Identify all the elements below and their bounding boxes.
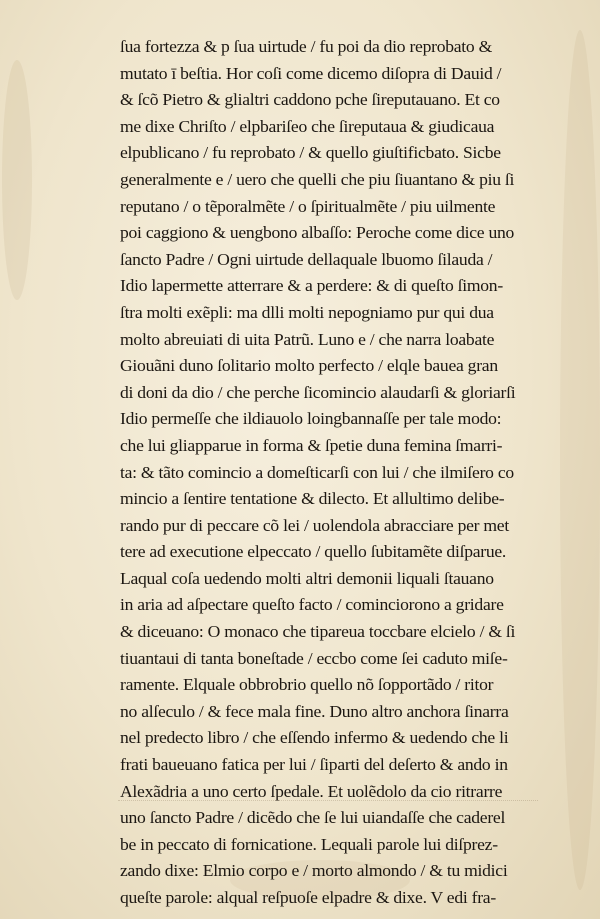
text-line: me dixe Chriſto / elpbariſeo che ſireputaua & giudicaua <box>120 116 495 136</box>
text-line: poi caggiono & uengbono albaſſo: Peroche come dice uno <box>120 223 515 243</box>
text-line: che lui gliapparue in forma & ſpetie duna femina ſmarri- <box>120 435 503 455</box>
text-line: mutato ī beſtia. Hor coſi come dicemo diſopra di Dauid / <box>120 63 502 83</box>
text-line: ta: & tãto comincio a domeſticarſi con lui / che ilmiſero co <box>120 462 514 482</box>
text-line: & ſcõ Pietro & glialtri caddono pche ſireputauano. Et co <box>120 90 500 110</box>
text-line: Idio permeſſe che ildiauolo loingbannaſſe per tale modo: <box>120 409 502 429</box>
text-line: uno ſancto Padre / dicẽdo che ſe lui uiandaſſe che caderel <box>120 808 506 828</box>
text-line: zando dixe: Elmio corpo e / morto almondo / & tu midici <box>120 861 508 881</box>
paper-stain <box>2 60 32 300</box>
text-line: Laqual coſa uedendo molti altri demonii liquali ſtauano <box>120 568 494 588</box>
text-line: ſancto Padre / Ogni uirtude dellaquale lbuomo ſilauda / <box>120 249 493 269</box>
text-line: in aria ad aſpectare queſto facto / cominciorono a gridare <box>120 595 504 615</box>
text-line: nel predecto libro / che eſſendo infermo & uedendo che li <box>120 728 509 748</box>
text-line: rando pur di peccare cõ lei / uolendola abracciare per met <box>120 515 509 535</box>
text-line: elpublicano / fu reprobato / & quello giuſtificbato. Sicbe <box>120 143 501 163</box>
text-line: frati baueuano fatica per lui / ſiparti del deſerto & ando in <box>120 755 508 775</box>
text-line: be in peccato di fornicatione. Lequali parole lui diſprez- <box>120 834 498 854</box>
text-line: tere ad executione elpeccato / quello ſubitamẽte diſparue. <box>120 542 507 562</box>
text-line: no alſeculo / & fece mala fine. Duno altro anchora ſinarra <box>120 701 509 721</box>
text-line: & diceuano: O monaco che tipareua toccbare elcielo / & ſi <box>120 622 516 642</box>
text-line: molto abreuiati di uita Patrũ. Luno e / che narra loabate <box>120 329 495 349</box>
text-line: generalmente e / uero che quelli che piu ſiuantano & piu ſi <box>120 169 515 189</box>
text-line: ramente. Elquale obbrobrio quello nõ ſopportãdo / ritor <box>120 675 494 695</box>
text-line: reputano / o tẽporalmẽte / o ſpiritualmẽte / piu uilmente <box>120 196 496 216</box>
text-line: mincio a ſentire tentatione & dilecto. Et allultimo delibe- <box>120 489 505 509</box>
text-line: Idio lapermette atterrare & a perdere: & di queſto ſimon- <box>120 276 503 296</box>
text-line: tiuantaui di tanta boneſtade / eccbo come ſei caduto miſe- <box>120 648 508 668</box>
decorative-rule <box>118 800 538 803</box>
text-line: ſtra molti exẽpli: ma dlli molti nepogniamo pur qui dua <box>120 302 494 322</box>
incunable-text-block <box>120 34 560 912</box>
text-line: queſte parole: alqual reſpuoſe elpadre & dixe. V edi fra- <box>120 888 496 907</box>
text-line: Alexãdria a uno certo ſpedale. Et uolẽdolo da cio ritrarre <box>120 781 503 801</box>
text-line: ſua fortezza & p ſua uirtude / fu poi da dio reprobato & <box>120 37 493 56</box>
text-line: di doni da dio / che perche ſicomincio alaudarſi & gloriarſi <box>120 382 516 402</box>
text-line: Giouãni duno ſolitario molto perfecto / elqle bauea gran <box>120 356 498 376</box>
